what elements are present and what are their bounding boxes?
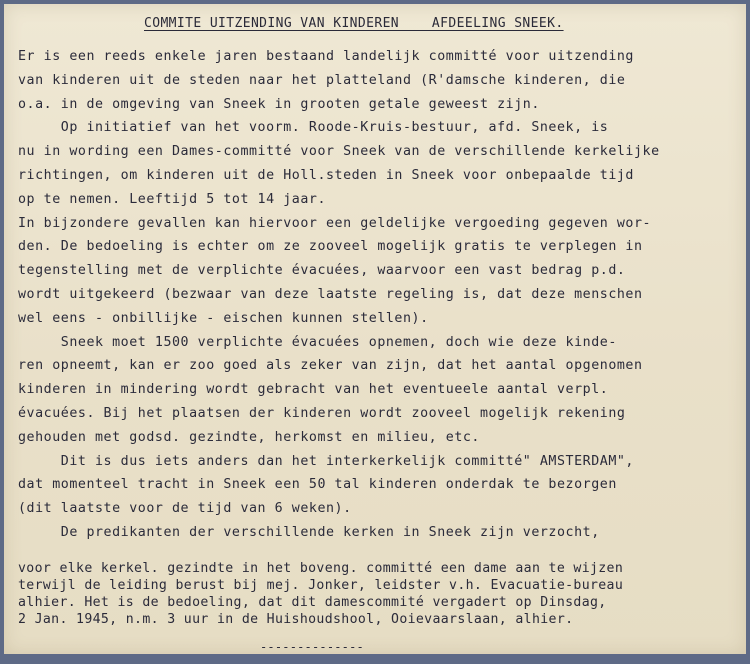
text-line: o.a. in de omgeving van Sneek in grooten getale geweest zijn. <box>18 96 540 112</box>
document-closing-paragraph <box>18 560 748 628</box>
text-line: gehouden met godsd. gezindte, herkomst en milieu, etc. <box>18 429 480 445</box>
text-line: dat momenteel tracht in Sneek een 50 tal kinderen onderdak te bezorgen <box>18 477 617 493</box>
text-line: alhier. Het is de bedoeling, dat dit damescommité vergadert op Dinsdag, <box>18 595 607 610</box>
text-line: ren opneemt, kan er zoo goed als zeker van zijn, dat het aantal opgenomen <box>18 358 643 374</box>
text-line: Sneek moet 1500 verplichte évacuées opnemen, doch wie deze kinde- <box>18 334 617 350</box>
text-line: Op initiatief van het voorm. Roode-Kruis-bestuur, afd. Sneek, is <box>18 120 609 136</box>
text-line: den. De bedoeling is echter om ze zooveel mogelijk gratis te verplegen in <box>18 239 643 255</box>
text-line: Er is een reeds enkele jaren bestaand landelijk committé voor uitzending <box>18 49 634 64</box>
document-body <box>18 45 748 545</box>
document-title: COMMITE UITZENDING VAN KINDEREN AFDEELING SNEEK. <box>144 16 564 31</box>
text-line: kinderen in mindering wordt gebracht van het eventueele aantal verpl. <box>18 382 609 398</box>
text-line: De predikanten der verschillende kerken in Sneek zijn verzocht, <box>18 524 600 540</box>
text-line: van kinderen uit de steden naar het platteland (R'damsche kinderen, die <box>18 72 626 88</box>
text-line: op te nemen. Leeftijd 5 tot 14 jaar. <box>18 191 326 207</box>
text-line: richtingen, om kinderen uit de Holl.steden in Sneek voor onbepaalde tijd <box>18 167 634 183</box>
text-line: tegenstelling met de verplichte évacuées, waarvoor een vast bedrag p.d. <box>18 263 626 279</box>
text-line: Dit is dus iets anders dan het interkerkelijk committé" AMSTERDAM", <box>18 453 634 469</box>
closing-dash-rule: -------------- <box>260 640 364 654</box>
text-line: (dit laatste voor de tijd van 6 weken). <box>18 501 352 517</box>
text-line: évacuées. Bij het plaatsen der kinderen wordt zooveel mogelijk rekening <box>18 405 626 421</box>
text-line: wel eens - onbillijke - eischen kunnen stellen). <box>18 310 429 326</box>
text-line: 2 Jan. 1945, n.m. 3 uur in de Huishoudshool, Ooievaarslaan, alhier. <box>18 612 574 627</box>
text-line: voor elke kerkel. gezindte in het boveng. committé een dame aan te wijzen <box>18 561 624 576</box>
text-line: wordt uitgekeerd (bezwaar van deze laatste regeling is, dat deze menschen <box>18 286 643 302</box>
text-line: nu in wording een Dames-committé voor Sneek van de verschillende kerkelijke <box>18 144 660 160</box>
text-line: In bijzondere gevallen kan hiervoor een geldelijke vergoeding gegeven wor- <box>18 215 652 231</box>
text-line: terwijl de leiding berust bij mej. Jonker, leidster v.h. Evacuatie-bureau <box>18 578 624 593</box>
